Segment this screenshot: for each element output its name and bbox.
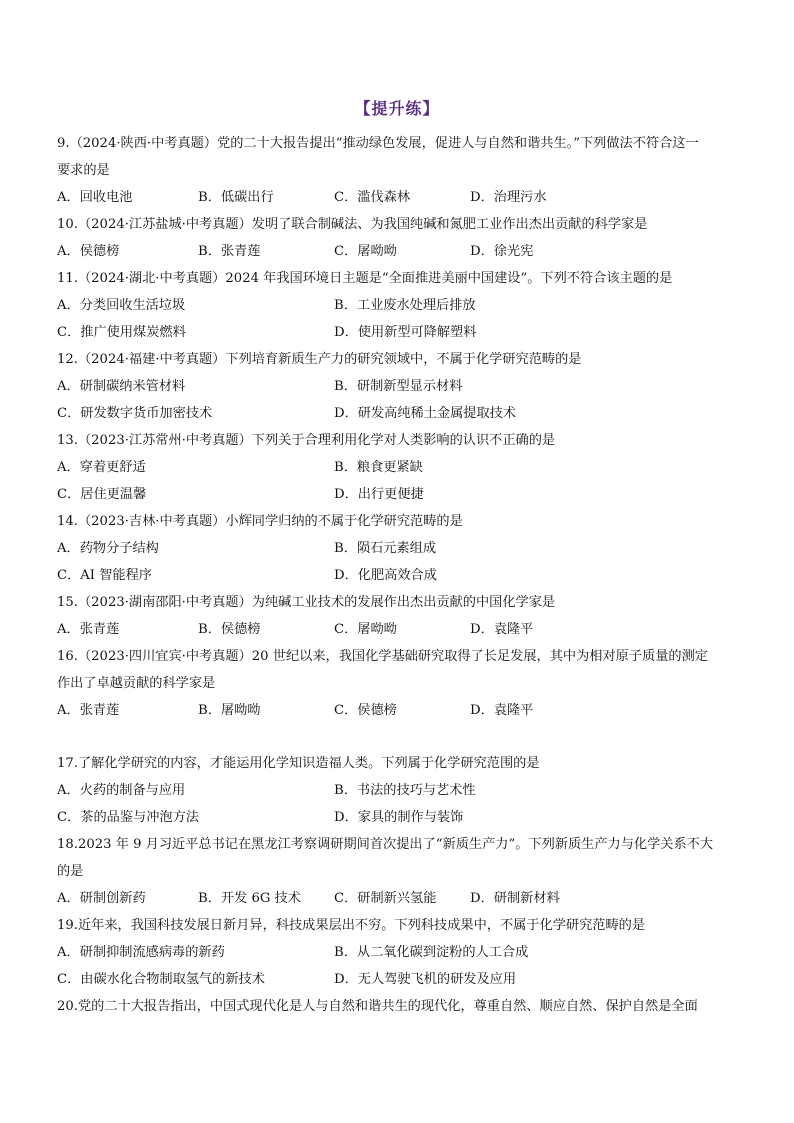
answer-option: A．研制碳纳米管材料 — [57, 379, 186, 394]
option-row — [57, 454, 747, 481]
answer-option: D．使用新型可降解塑料 — [334, 325, 477, 340]
question-list — [57, 130, 747, 1020]
answer-option: B．工业废水处理后排放 — [334, 298, 476, 313]
question-item — [57, 750, 747, 831]
question-text: 作出了卓越贡献的科学家是 — [57, 676, 216, 691]
answer-option: C．居住更温馨 — [57, 487, 147, 502]
answer-option: B．低碳出行 — [198, 190, 274, 205]
question-text: 13.（2023·江苏常州·中考真题）下列关于合理利用化学对人类影响的认识不正确的是 — [57, 433, 556, 448]
answer-option: A．张青莲 — [57, 622, 120, 637]
option-row — [57, 319, 747, 346]
answer-option: C．由碳水化合物制取氢气的新技术 — [57, 972, 265, 987]
spacer — [57, 724, 747, 750]
answer-option: D．袁隆平 — [470, 622, 534, 637]
answer-option: A．分类回收生活垃圾 — [57, 298, 186, 313]
option-row — [57, 697, 747, 724]
answer-option: D．研制新材料 — [470, 891, 560, 906]
option-row — [57, 885, 747, 912]
answer-option: D．治理污水 — [470, 190, 547, 205]
section-title: 【提升练】 — [354, 99, 440, 118]
question-item — [57, 589, 747, 643]
question-item — [57, 211, 747, 265]
answer-option: B．张青莲 — [198, 244, 261, 259]
answer-option: D．无人驾驶飞机的研发及应用 — [334, 972, 517, 987]
answer-option: C．研发数字货币加密技术 — [57, 406, 213, 421]
option-row — [57, 616, 747, 643]
option-row — [57, 804, 747, 831]
answer-option: A．研制抑制流感病毒的新药 — [57, 945, 225, 960]
answer-option: C．研制新兴氢能 — [334, 891, 437, 906]
answer-option: D．出行更便捷 — [334, 487, 424, 502]
question-text: 9.（2024·陕西·中考真题）党的二十大报告提出“推动绿色发展，促进人与自然和谐共生。”下列做法不符合这一 — [57, 136, 699, 151]
answer-option: C．推广使用煤炭燃料 — [57, 325, 186, 340]
question-item — [57, 346, 747, 427]
question-text: 14.（2023·吉林·中考真题）小辉同学归纳的不属于化学研究范畴的是 — [57, 514, 463, 529]
answer-option: A．回收电池 — [57, 190, 133, 205]
question-text: 17.了解化学研究的内容，才能运用化学知识造福人类。下列属于化学研究范围的是 — [57, 756, 540, 771]
answer-option: C．屠呦呦 — [334, 622, 397, 637]
option-row — [57, 966, 747, 993]
question-item — [57, 265, 747, 346]
answer-option: C．茶的品鉴与冲泡方法 — [57, 810, 199, 825]
question-text: 11.（2024·湖北·中考真题）2024 年我国环境日主题是“全面推进美丽中国建设”。下列不符合该主题的是 — [57, 271, 673, 286]
answer-option: D．研发高纯稀土金属提取技术 — [334, 406, 517, 421]
question-text: 19.近年来，我国科技发展日新月异，科技成果层出不穷。下列科技成果中，不属于化学研究范畴的是 — [57, 918, 646, 933]
question-item — [57, 831, 747, 912]
answer-option: B．陨石元素组成 — [334, 541, 437, 556]
answer-option: B．书法的技巧与艺术性 — [334, 783, 476, 798]
question-text: 要求的是 — [57, 163, 110, 178]
option-row — [57, 292, 747, 319]
answer-option: C．滥伐森林 — [334, 190, 411, 205]
option-row — [57, 535, 747, 562]
answer-option: A．侯德榜 — [57, 244, 120, 259]
question-item — [57, 912, 747, 993]
option-row — [57, 238, 747, 265]
answer-option: A．张青莲 — [57, 703, 120, 718]
answer-option: B．研制新型显示材料 — [334, 379, 463, 394]
option-row — [57, 777, 747, 804]
option-row — [57, 562, 747, 589]
answer-option: B．侯德榜 — [198, 622, 261, 637]
question-item — [57, 508, 747, 589]
option-row — [57, 400, 747, 427]
question-text: 的是 — [57, 864, 84, 879]
answer-option: A．药物分子结构 — [57, 541, 159, 556]
answer-option: B．粮食更紧缺 — [334, 460, 423, 475]
answer-option: D．家具的制作与装饰 — [334, 810, 464, 825]
answer-option: A．研制创新药 — [57, 891, 146, 906]
option-row — [57, 939, 747, 966]
option-row — [57, 184, 747, 211]
answer-option: A．穿着更舒适 — [57, 460, 146, 475]
question-text: 16.（2023·四川宜宾·中考真题）20 世纪以来，我国化学基础研究取得了长足发展，其中为相对原子质量的测定 — [57, 649, 708, 664]
question-item — [57, 993, 747, 1020]
answer-option: B．从二氧化碳到淀粉的人工合成 — [334, 945, 529, 960]
answer-option: A．火药的制备与应用 — [57, 783, 186, 798]
answer-option: D．徐光宪 — [470, 244, 534, 259]
answer-option: B．开发 6G 技术 — [198, 891, 301, 906]
answer-option: C．AI 智能程序 — [57, 568, 152, 583]
question-text: 20.党的二十大报告指出，中国式现代化是人与自然和谐共生的现代化，尊重自然、顺应自然、保护自然是全面 — [57, 999, 698, 1014]
question-item — [57, 130, 747, 211]
question-item — [57, 643, 747, 724]
answer-option: B．屠呦呦 — [198, 703, 261, 718]
question-text: 15.（2023·湖南邵阳·中考真题）为纯碱工业技术的发展作出杰出贡献的中国化学家是 — [57, 595, 556, 610]
question-text: 12.（2024·福建·中考真题）下列培育新质生产力的研究领域中，不属于化学研究范畴的是 — [57, 352, 582, 367]
question-item — [57, 427, 747, 508]
question-text: 10.（2024·江苏盐城·中考真题）发明了联合制碱法、为我国纯碱和氮肥工业作出杰出贡献的科学家是 — [57, 217, 648, 232]
answer-option: D．袁隆平 — [470, 703, 534, 718]
answer-option: C．屠呦呦 — [334, 244, 397, 259]
question-text: 18.2023 年 9 月习近平总书记在黑龙江考察调研期间首次提出了“新质生产力”。下列新质生产力与化学关系不大 — [57, 837, 714, 852]
option-row — [57, 373, 747, 400]
option-row — [57, 481, 747, 508]
answer-option: D．化肥高效合成 — [334, 568, 437, 583]
answer-option: C．侯德榜 — [334, 703, 397, 718]
